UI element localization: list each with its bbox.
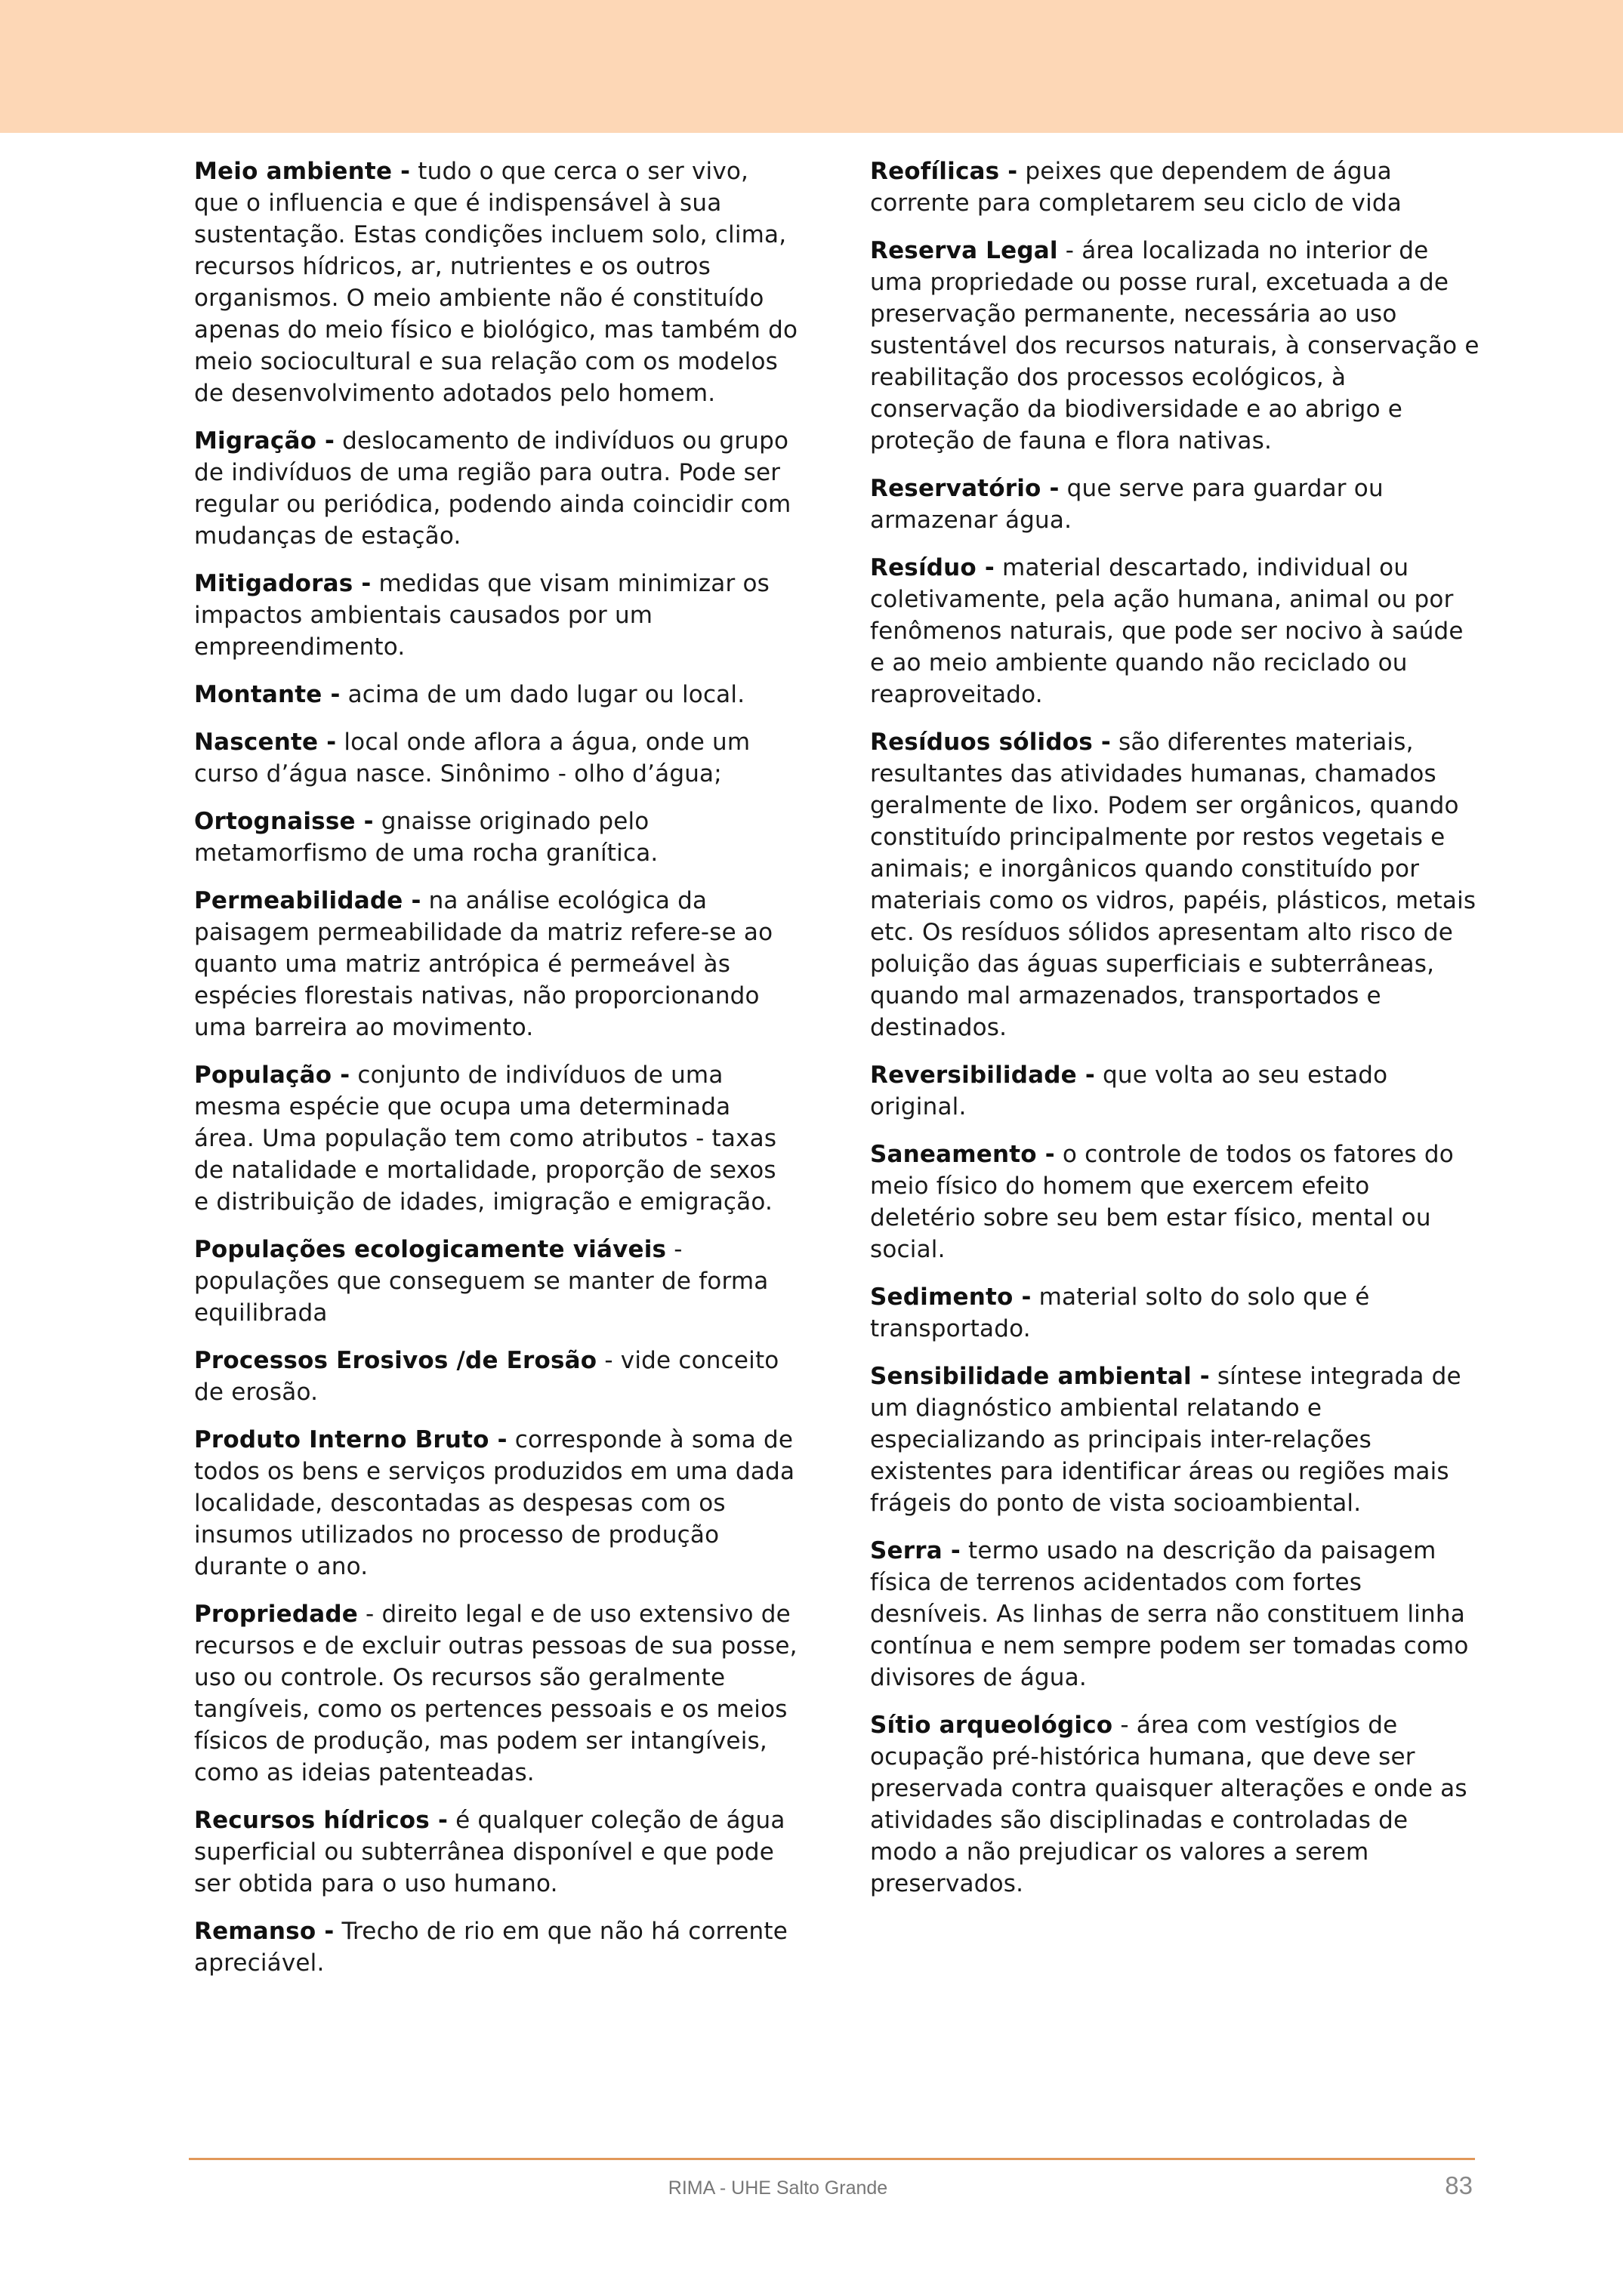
footer-divider: [189, 2158, 1475, 2160]
glossary-entry: [870, 473, 1482, 536]
glossary-term: Meio ambiente -: [194, 158, 411, 185]
glossary-term: Migração -: [194, 427, 335, 455]
glossary-entry: [194, 1598, 798, 1789]
glossary-definition: material descartado, individual ou coletivamente, pela ação humana, animal ou por fenômenos naturais, que pode ser nocivo à saúde e ao meio ambiente quando não reciclado ou reaproveitado.: [870, 554, 1464, 708]
glossary-entry: [870, 235, 1482, 457]
glossary-entry: [194, 726, 798, 790]
glossary-entry: [194, 156, 798, 409]
glossary-definition: gnaisse originado pelo metamorfismo de uma rocha granítica.: [194, 808, 659, 867]
glossary-entry: [194, 679, 798, 710]
glossary-definition: - direito legal e de uso extensivo de recursos e de excluir outras pessoas de sua posse, uso ou controle. Os recursos são geralmente tangíveis, como os pertences pessoais e os meios físicos de produção, mas podem ser intangíveis, como as ideias patenteadas.: [194, 1601, 798, 1786]
glossary-entry: [194, 806, 798, 869]
glossary-term: Processos Erosivos /de Erosão: [194, 1347, 597, 1374]
glossary-definition: tudo o que cerca o ser vivo, que o influencia e que é indispensável à sua sustentação. Estas condições incluem solo, clima, recursos hídricos, ar, nutrientes e os outros organismos. O meio ambiente não é constituído apenas do meio físico e biológico, mas também do meio sociocultural e sua relação com os modelos de desenvolvimento adotados pelo homem.: [194, 158, 798, 407]
glossary-term: Reserva Legal: [870, 237, 1058, 264]
glossary-term: Saneamento -: [870, 1141, 1055, 1168]
glossary-definition: na análise ecológica da paisagem permeabilidade da matriz refere-se ao quanto uma matriz antrópica é permeável às espécies florestais nativas, não proporcionando uma barreira ao movimento.: [194, 887, 773, 1041]
glossary-term: Ortognaisse -: [194, 808, 374, 835]
glossary-definition: material solto do solo que é transportado.: [870, 1284, 1370, 1342]
glossary-entry: [870, 1361, 1482, 1519]
glossary-entry: [870, 156, 1482, 219]
glossary-definition: que volta ao seu estado original.: [870, 1062, 1388, 1120]
glossary-definition: o controle de todos os fatores do meio físico do homem que exercem efeito deletério sobre seu bem estar físico, mental ou social.: [870, 1141, 1454, 1263]
glossary-definition: deslocamento de indivíduos ou grupo de indivíduos de uma região para outra. Pode ser regular ou periódica, podendo ainda coincidir com mudanças de estação.: [194, 427, 791, 550]
glossary-definition: Trecho de rio em que não há corrente apreciável.: [194, 1918, 788, 1977]
glossary-definition: síntese integrada de um diagnóstico ambiental relatando e especializando as principais inter-relações existentes para identificar áreas ou regiões mais frágeis do ponto de vista socioambiental.: [870, 1363, 1461, 1517]
glossary-definition: que serve para guardar ou armazenar água.: [870, 475, 1384, 534]
glossary-entry: [194, 425, 798, 552]
glossary-column-left: [194, 156, 798, 1995]
glossary-entry: [194, 1234, 798, 1329]
glossary-term: Recursos hídricos -: [194, 1807, 449, 1834]
glossary-term: Sedimento -: [870, 1284, 1032, 1311]
glossary-entry: [870, 1281, 1482, 1345]
glossary-definition: medidas que visam minimizar os impactos ambientais causados por um empreendimento.: [194, 570, 770, 661]
glossary-term: Reservatório -: [870, 475, 1060, 502]
glossary-term: Sensibilidade ambiental -: [870, 1363, 1210, 1390]
glossary-term: Nascente -: [194, 729, 337, 756]
glossary-term: Permeabilidade -: [194, 887, 421, 914]
glossary-entry: [194, 1804, 798, 1900]
footer-title: RIMA - UHE Salto Grande: [668, 2177, 888, 2199]
glossary-term: Resíduos sólidos -: [870, 729, 1111, 756]
glossary-definition: local onde aflora a água, onde um curso d’água nasce. Sinônimo - olho d’água;: [194, 729, 751, 787]
glossary-term: População -: [194, 1062, 350, 1089]
glossary-definition: termo usado na descrição da paisagem física de terrenos acidentados com fortes desníveis. As linhas de serra não constituem linha contínua e nem sempre podem ser tomadas como divisores de água.: [870, 1537, 1469, 1691]
glossary-definition: peixes que dependem de água corrente para completarem seu ciclo de vida: [870, 158, 1402, 217]
glossary-definition: corresponde à soma de todos os bens e serviços produzidos em uma dada localidade, descontadas as despesas com os insumos utilizados no processo de produção durante o ano.: [194, 1426, 795, 1580]
glossary-definition: conjunto de indivíduos de uma mesma espécie que ocupa uma determinada área. Uma população tem como atributos - taxas de natalidade e mortalidade, proporção de sexos e distribuição de idades, imigração e emigração.: [194, 1062, 777, 1216]
glossary-term: Remanso -: [194, 1918, 335, 1945]
header-band: [0, 0, 1623, 133]
glossary-term: Resíduo -: [870, 554, 995, 581]
glossary-term: Reofílicas -: [870, 158, 1018, 185]
glossary-entry: [870, 1139, 1482, 1265]
glossary-term: Populações ecologicamente viáveis: [194, 1236, 667, 1263]
glossary-entry: [194, 1915, 798, 1979]
glossary-entry: [194, 1424, 798, 1583]
glossary-definition: - área com vestígios de ocupação pré-histórica humana, que deve ser preservada contra quaisquer alterações e onde as atividades são disciplinadas e controladas de modo a não prejudicar os valores a serem preservados.: [870, 1712, 1467, 1897]
glossary-term: Produto Interno Bruto -: [194, 1426, 508, 1453]
glossary-entry: [194, 568, 798, 663]
glossary-entry: [870, 1535, 1482, 1693]
glossary-term: Sítio arqueológico: [870, 1712, 1113, 1739]
glossary-entry: [194, 1345, 798, 1408]
glossary-entry: [870, 1059, 1482, 1123]
glossary-definition: é qualquer coleção de água superficial ou subterrânea disponível e que pode ser obtida para o uso humano.: [194, 1807, 785, 1897]
page-number: 83: [1445, 2171, 1473, 2199]
glossary-definition: são diferentes materiais, resultantes das atividades humanas, chamados geralmente de lixo. Podem ser orgânicos, quando constituído principalmente por restos vegetais e animais; e inorgânicos quando constituído por materiais como os vidros, papéis, plásticos, metais etc. Os resíduos sólidos apresentam alto risco de poluição das águas superficiais e subterrâneas, quando mal armazenados, transportados e destinados.: [870, 729, 1476, 1041]
glossary-term: Serra -: [870, 1537, 961, 1564]
glossary-definition: - vide conceito de erosão.: [194, 1347, 779, 1406]
glossary-entry: [870, 552, 1482, 710]
glossary-term: Reversibilidade -: [870, 1062, 1095, 1089]
glossary-column-right: [870, 156, 1482, 1915]
glossary-definition: - populações que conseguem se manter de forma equilibrada: [194, 1236, 769, 1327]
glossary-definition: - área localizada no interior de uma propriedade ou posse rural, excetuada a de preservação permanente, necessária ao uso sustentável dos recursos naturais, à conservação e reabilitação dos processos ecológicos, à conservação da biodiversidade e ao abrigo e proteção de fauna e flora nativas.: [870, 237, 1480, 455]
glossary-entry: [194, 885, 798, 1043]
glossary-entry: [870, 726, 1482, 1043]
glossary-term: Montante -: [194, 681, 341, 708]
glossary-entry: [870, 1709, 1482, 1900]
glossary-term: Mitigadoras -: [194, 570, 372, 597]
glossary-term: Propriedade: [194, 1601, 358, 1628]
glossary-entry: [194, 1059, 798, 1218]
glossary-definition: acima de um dado lugar ou local.: [340, 681, 745, 708]
